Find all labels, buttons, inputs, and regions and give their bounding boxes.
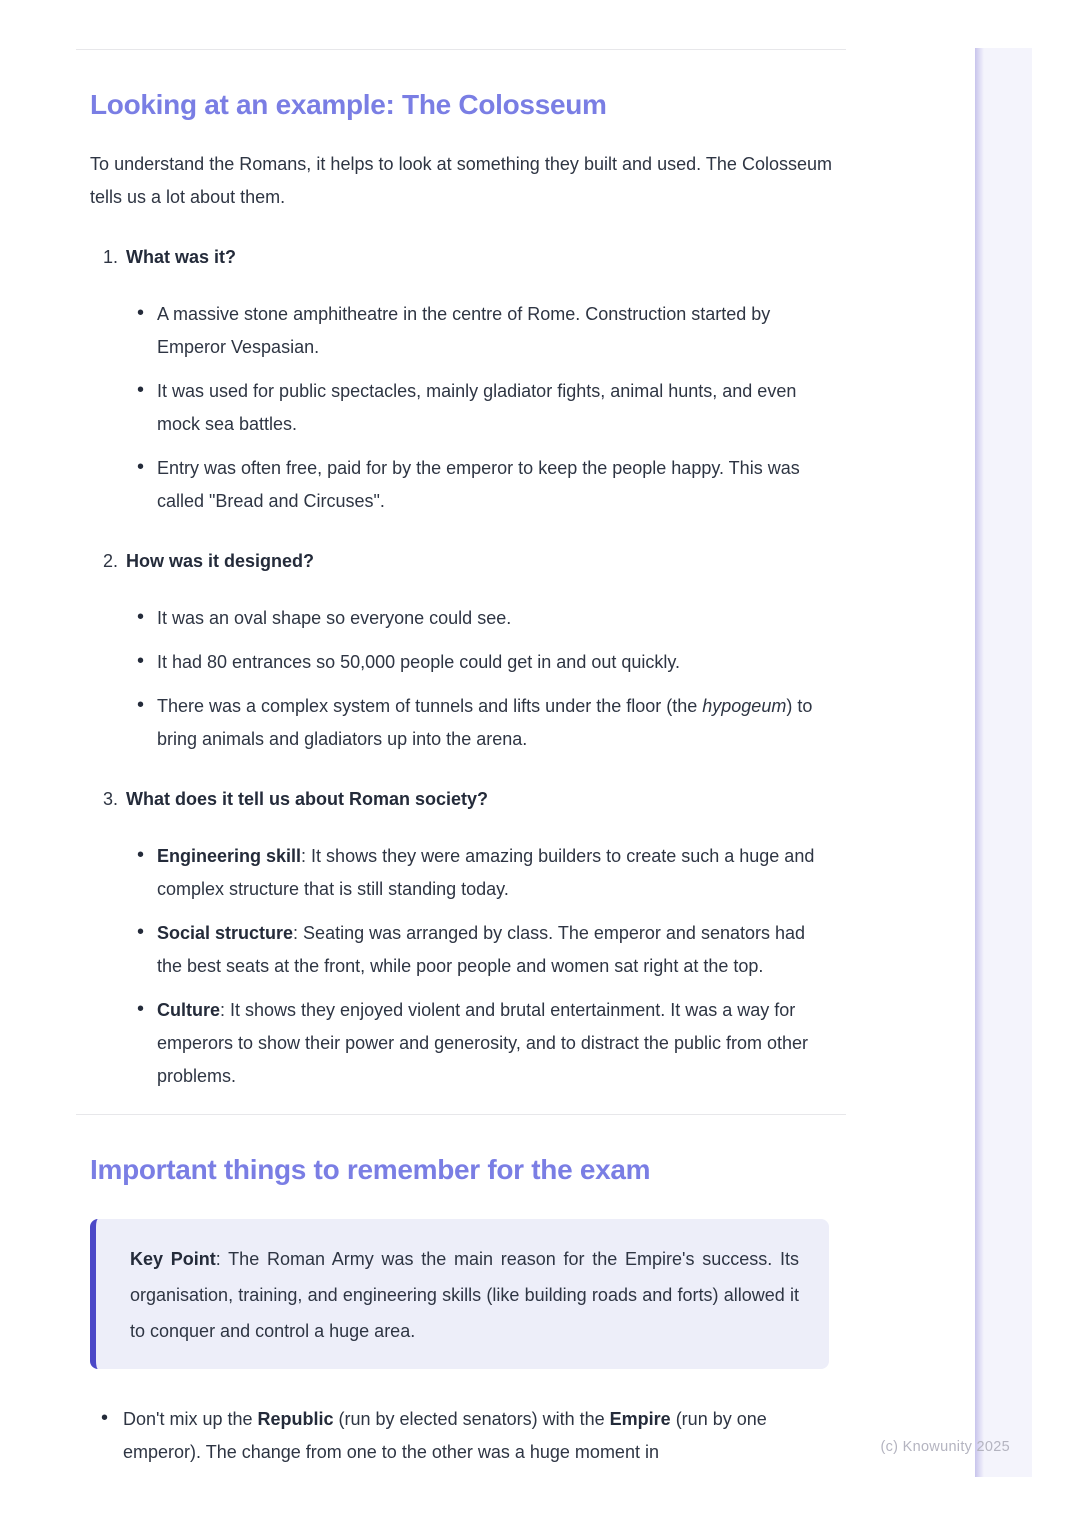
numbered-item-2 <box>90 548 832 756</box>
list-item: • It was used for public spectacles, mainly gladiator fights, animal hunts, and even mock sea battles. <box>137 375 832 441</box>
list-item: • There was a complex system of tunnels and lifts under the floor (the hypogeum) to bring animals and gladiators up into the arena. <box>137 690 832 756</box>
bullet-list <box>90 298 832 518</box>
list-item: • A massive stone amphitheatre in the centre of Rome. Construction started by Emperor Vespasian. <box>137 298 832 364</box>
document-content <box>90 0 832 1469</box>
key-point-text: Key Point: The Roman Army was the main reason for the Empire's success. Its organisation, training, and engineering skills (like building roads and forts) allowed it to conquer and control a huge area. <box>130 1249 799 1341</box>
list-item: • It was an oval shape so everyone could see. <box>137 602 832 635</box>
list-item: • Don't mix up the Republic (run by elected senators) with the Empire (run by one emperor). The change from one to the other was a huge moment in <box>101 1403 832 1469</box>
bullet-list <box>90 602 832 756</box>
list-item: • It had 80 entrances so 50,000 people could get in and out quickly. <box>137 646 832 679</box>
section-divider-top <box>76 49 846 50</box>
numbered-item-title <box>90 548 832 574</box>
bullet-list <box>90 840 832 1093</box>
numbered-item-3 <box>90 786 832 1093</box>
item-title-text: What does it tell us about Roman society? <box>126 789 489 809</box>
list-item: • Engineering skill: It shows they were amazing builders to create such a huge and complex structure that is still standing today. <box>137 840 832 906</box>
item-number: 3. <box>103 789 119 809</box>
section-heading-exam: Important things to remember for the exam <box>90 1154 651 1185</box>
numbered-item-title <box>90 244 832 270</box>
item-number: 2. <box>103 551 119 571</box>
list-item: • Culture: It shows they enjoyed violent and brutal entertainment. It was a way for emperors to show their power and generosity, and to distract the public from other problems. <box>137 994 832 1093</box>
numbered-item-1 <box>90 244 832 518</box>
copyright-watermark: (c) Knowunity 2025 <box>880 1439 1010 1455</box>
exam-tips-list <box>90 1403 832 1469</box>
section-heading-colosseum: Looking at an example: The Colosseum <box>90 89 607 120</box>
item-number: 1. <box>103 247 119 267</box>
item-title-text: How was it designed? <box>126 551 315 571</box>
page-edge-strip <box>975 48 1032 1477</box>
intro-paragraph: To understand the Romans, it helps to look at something they built and used. The Colosseum tells us a lot about them. <box>90 154 832 207</box>
section-divider-middle <box>76 1114 846 1115</box>
list-item: • Social structure: Seating was arranged by class. The emperor and senators had the best seats at the front, while poor people and women sat right at the top. <box>137 917 832 983</box>
key-point-callout <box>90 1219 829 1369</box>
item-title-text: What was it? <box>126 247 237 267</box>
list-item: • Entry was often free, paid for by the emperor to keep the people happy. This was called "Bread and Circuses". <box>137 452 832 518</box>
numbered-item-title <box>90 786 832 812</box>
